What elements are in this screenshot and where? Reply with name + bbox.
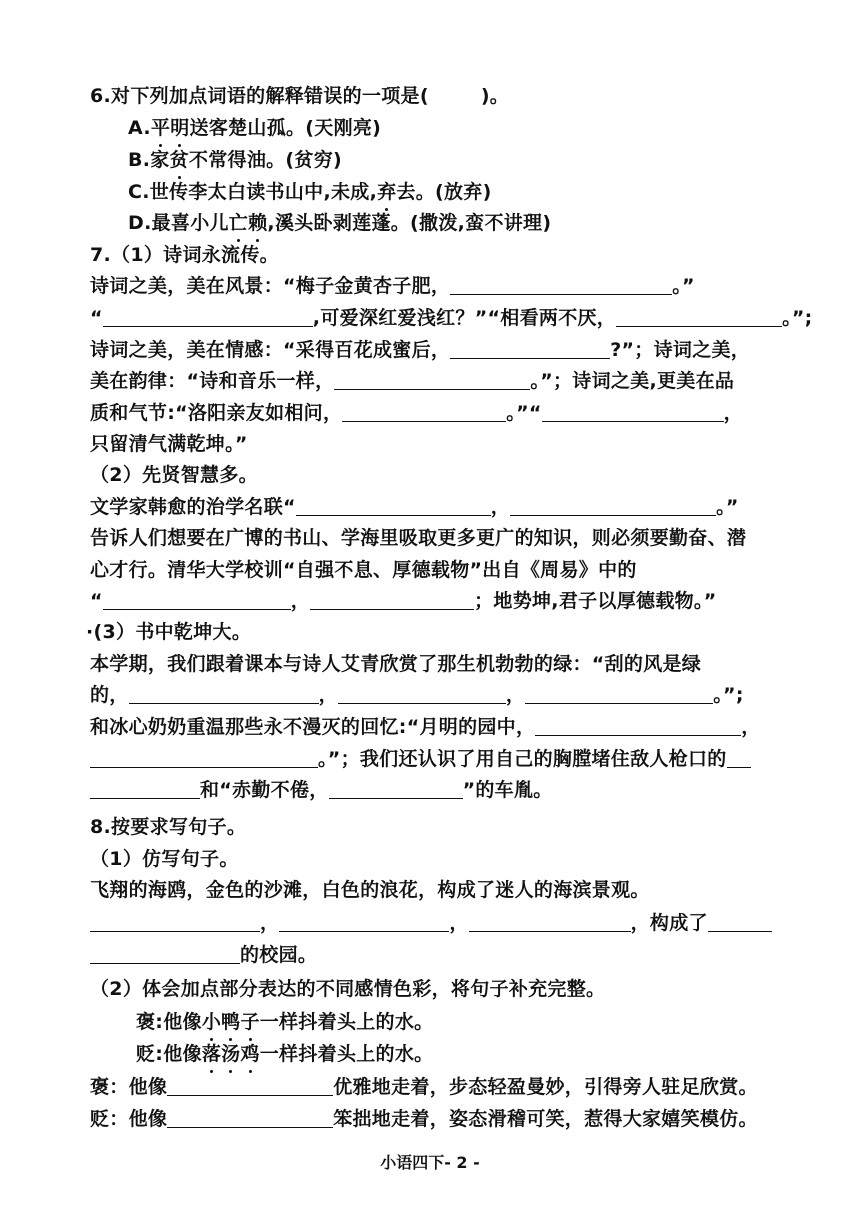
q6-stem-end: )。 <box>480 85 510 107</box>
q6-stem <box>90 82 509 110</box>
q7-p2l4-open: “ <box>90 590 103 612</box>
q8-ex1-dot-3: 子 <box>240 1008 259 1036</box>
q7-p3l2-sep2: ， <box>505 684 526 706</box>
blank-lv-2[interactable] <box>338 683 506 704</box>
blank-imitate-1[interactable] <box>90 911 260 932</box>
q8-ex2-dot-3: 鸡 <box>240 1040 259 1068</box>
blank-taohua[interactable] <box>103 306 313 327</box>
blank-lv-1[interactable] <box>129 683 319 704</box>
q7-p1-line1 <box>90 272 695 300</box>
blank-praise[interactable] <box>167 1075 333 1096</box>
blank-jingting[interactable] <box>616 306 782 327</box>
q7-p3-line4 <box>90 745 751 773</box>
q6-option-d <box>128 209 551 237</box>
q8-ex1-post: 一样抖着头上的水。 <box>259 1011 434 1033</box>
q6-b-dotted: 贫 <box>170 146 189 174</box>
q7-p1l2-mid: ,可爱深红爱浅红？”“相看两不厌， <box>312 307 617 329</box>
blank-imitate-3[interactable] <box>469 911 631 932</box>
blank-huangjiguang-end[interactable] <box>90 778 200 799</box>
q7-p1-line3 <box>90 336 750 364</box>
q7-p3l4-text: 。”；我们还认识了用自己的胸膛堵住敌人枪口的 <box>318 748 727 770</box>
blank-huangjiguang-start[interactable] <box>727 747 751 768</box>
page-footer: 小语四下- 2 - <box>380 1153 480 1172</box>
q6-option-a <box>128 114 381 142</box>
q8-imitate-line2 <box>90 941 317 969</box>
q7-p1l3-text: 诗词之美，美在情感：“采得百花成蜜后， <box>90 339 451 361</box>
q7-p1l4-end: 。”；诗词之美,更美在品 <box>530 370 735 392</box>
blank-imitate-5[interactable] <box>90 943 240 964</box>
q6-c-dotted: 弃 <box>377 178 396 206</box>
q7-p1-line2 <box>90 304 813 332</box>
q6-a-dot-1: 平 <box>151 114 170 142</box>
q7-p3-line1: 本学期，我们跟着课本与诗人艾青欣赏了那生机勃勃的绿：“刮的风是绿 <box>90 653 702 675</box>
q8-sep2: ， <box>449 912 469 934</box>
blank-xuehai[interactable] <box>510 495 716 516</box>
q6-a-pre: A. <box>128 117 151 139</box>
q7-p3l3-text: 和冰心奶奶重温那些永不漫灭的回忆:“月明的园中， <box>90 716 536 738</box>
q8-gouchengle: ，构成了 <box>630 912 708 934</box>
q8-example-sentence: 飞翔的海鸥，金色的沙滩，白色的浪花，构成了迷人的海滨景观。 <box>90 879 650 901</box>
q6-d-pre: D.最喜小儿 <box>128 212 229 234</box>
q7-p1l5-end: ， <box>723 402 743 424</box>
q6-d-dotted <box>229 212 268 234</box>
q8-xiaoyuan: 的校园。 <box>240 944 318 966</box>
blank-shushan[interactable] <box>296 495 491 516</box>
blank-meizi[interactable] <box>450 274 672 295</box>
q6-c-post: 去。(放弃) <box>396 181 492 203</box>
q8-example-praise <box>136 1008 433 1036</box>
q8-ex1-pre: 褒:他像 <box>136 1011 202 1033</box>
blank-tianxing[interactable] <box>103 589 291 610</box>
q8-a1-pre: 褒：他像 <box>90 1076 168 1098</box>
blank-lv-3[interactable] <box>525 683 713 704</box>
q7-p3-line3 <box>90 713 761 741</box>
q7-p1l4-text: 美在韵律：“诗和音乐一样， <box>90 370 335 392</box>
q7-p1l2-open: “ <box>90 307 103 329</box>
q7-p3l2-sep1: ， <box>318 684 338 706</box>
q8-ex1-dot-2: 鸭 <box>221 1008 240 1036</box>
q8-ex2-dot-1: 落 <box>202 1040 221 1068</box>
q6-b-pre: B.家 <box>128 149 170 171</box>
q7-p1-line4 <box>90 367 734 395</box>
blank-imitate-2[interactable] <box>279 911 449 932</box>
q7-p3l5-end: ”的车胤。 <box>462 779 553 801</box>
blank-mohua[interactable] <box>542 401 724 422</box>
q8-example-criticize <box>136 1040 433 1068</box>
q7-p3-line2 <box>90 681 744 709</box>
q7-p3-line5 <box>90 776 553 804</box>
q7-p2l1-end: 。” <box>716 496 739 518</box>
blank-criticize[interactable] <box>167 1107 333 1128</box>
q7-p1-line6: 只留清气满乾坤。” <box>90 433 248 455</box>
q8-answer-criticize <box>90 1105 758 1133</box>
q6-b-post: 不常得油。(贫穷) <box>188 149 342 171</box>
q6-answer-space[interactable] <box>429 85 481 105</box>
q7-p1l1-text: 诗词之美，美在风景：“梅子金黄杏子肥， <box>90 275 451 297</box>
q7-title: 7.（1）诗词永流传。 <box>90 244 279 266</box>
q7-p1l5-text: 质和气节:“洛阳亲友如相问， <box>90 402 343 424</box>
q6-d-dot-2: 赖 <box>248 209 267 237</box>
q7-p2-line4 <box>90 587 717 615</box>
blank-nangying[interactable] <box>329 778 463 799</box>
q6-option-c <box>128 178 492 206</box>
q8-ex1-dotted <box>202 1011 260 1033</box>
q6-stem-text: 6.对下列加点词语的解释错误的一项是( <box>90 85 429 107</box>
q6-d-post: ,溪头卧剥莲蓬。(撒泼,蛮不讲理) <box>267 212 552 234</box>
q8-a1-post: 优雅地走着，步态轻盈曼妙，引得旁人驻足欣赏。 <box>333 1076 758 1098</box>
q8-a2-post: 笨拙地走着，姿态滑稽可笑，惹得大家嬉笑模仿。 <box>333 1108 758 1130</box>
q7-p1l3-end: ?”；诗词之美， <box>610 339 751 361</box>
q7-p3l5-text: 和“赤勤不倦， <box>200 779 329 801</box>
q6-a-dotted <box>151 117 190 139</box>
q6-c-pre: C.世传李太白读书山中,未成, <box>128 181 378 203</box>
q6-option-b <box>128 146 342 174</box>
q6-a-post: 送客楚山孤。(天刚亮) <box>189 117 382 139</box>
q7-p1l2-end: 。”; <box>782 307 813 329</box>
q8-ex2-post: 一样抖着头上的水。 <box>259 1043 434 1065</box>
q7-p2l1-mid: ， <box>490 496 511 518</box>
blank-imitate-4[interactable] <box>708 911 772 932</box>
q7-p3l3-end: ， <box>741 716 761 738</box>
q7-p2-line1 <box>90 493 739 521</box>
q7-p2-line3: 心才行。清华大学校训“自强不息、厚德载物”出自《周易》中的 <box>90 559 637 581</box>
q6-a-dot-2: 明 <box>170 114 189 142</box>
q7-sub3-title: ·(3）书中乾坤大。 <box>86 621 252 643</box>
q7-p3l2-text: 的， <box>90 684 129 706</box>
q6-d-dot-1: 亡 <box>229 209 248 237</box>
q8-ex2-pre: 贬:他像 <box>136 1043 202 1065</box>
q7-p2l4-mid: ， <box>290 590 311 612</box>
blank-fengmi[interactable] <box>450 338 610 359</box>
q8-ex2-dot-2: 汤 <box>221 1040 240 1068</box>
q8-ex2-dotted <box>202 1043 260 1065</box>
q8-sub2-title: （2）体会加点部分表达的不同感情色彩，将句子补充完整。 <box>90 978 606 1000</box>
blank-shige[interactable] <box>334 369 530 390</box>
q8-title: 8.按要求写句子。 <box>90 816 247 838</box>
q8-imitate-line1 <box>90 909 772 937</box>
q8-answer-praise <box>90 1073 758 1101</box>
blank-luoyang[interactable] <box>342 401 506 422</box>
q7-p1l5-mid: 。”“ <box>506 402 542 424</box>
q8-ex1-dot-1: 小 <box>202 1008 221 1036</box>
q7-sub2-title: （2）先贤智慧多。 <box>90 464 258 486</box>
q7-p3l2-end: 。”; <box>713 684 744 706</box>
blank-ziqiang[interactable] <box>310 589 474 610</box>
q7-p2l4-end: ；地势坤,君子以厚德载物。” <box>474 590 717 612</box>
q7-p1l1-end: 。” <box>672 275 695 297</box>
q7-p2l1-text: 文学家韩愈的治学名联“ <box>90 496 296 518</box>
q7-p1-line5 <box>90 399 743 427</box>
blank-yueming-2[interactable] <box>90 747 318 768</box>
q8-sub1-title: （1）仿写句子。 <box>90 848 239 870</box>
q8-sep1: ， <box>260 912 280 934</box>
q7-p2-line2: 告诉人们想要在广博的书山、学海里吸取更多更广的知识，则必须要勤奋、潜 <box>90 527 747 549</box>
blank-yueming-1[interactable] <box>535 715 741 736</box>
q8-a2-pre: 贬：他像 <box>90 1108 168 1130</box>
